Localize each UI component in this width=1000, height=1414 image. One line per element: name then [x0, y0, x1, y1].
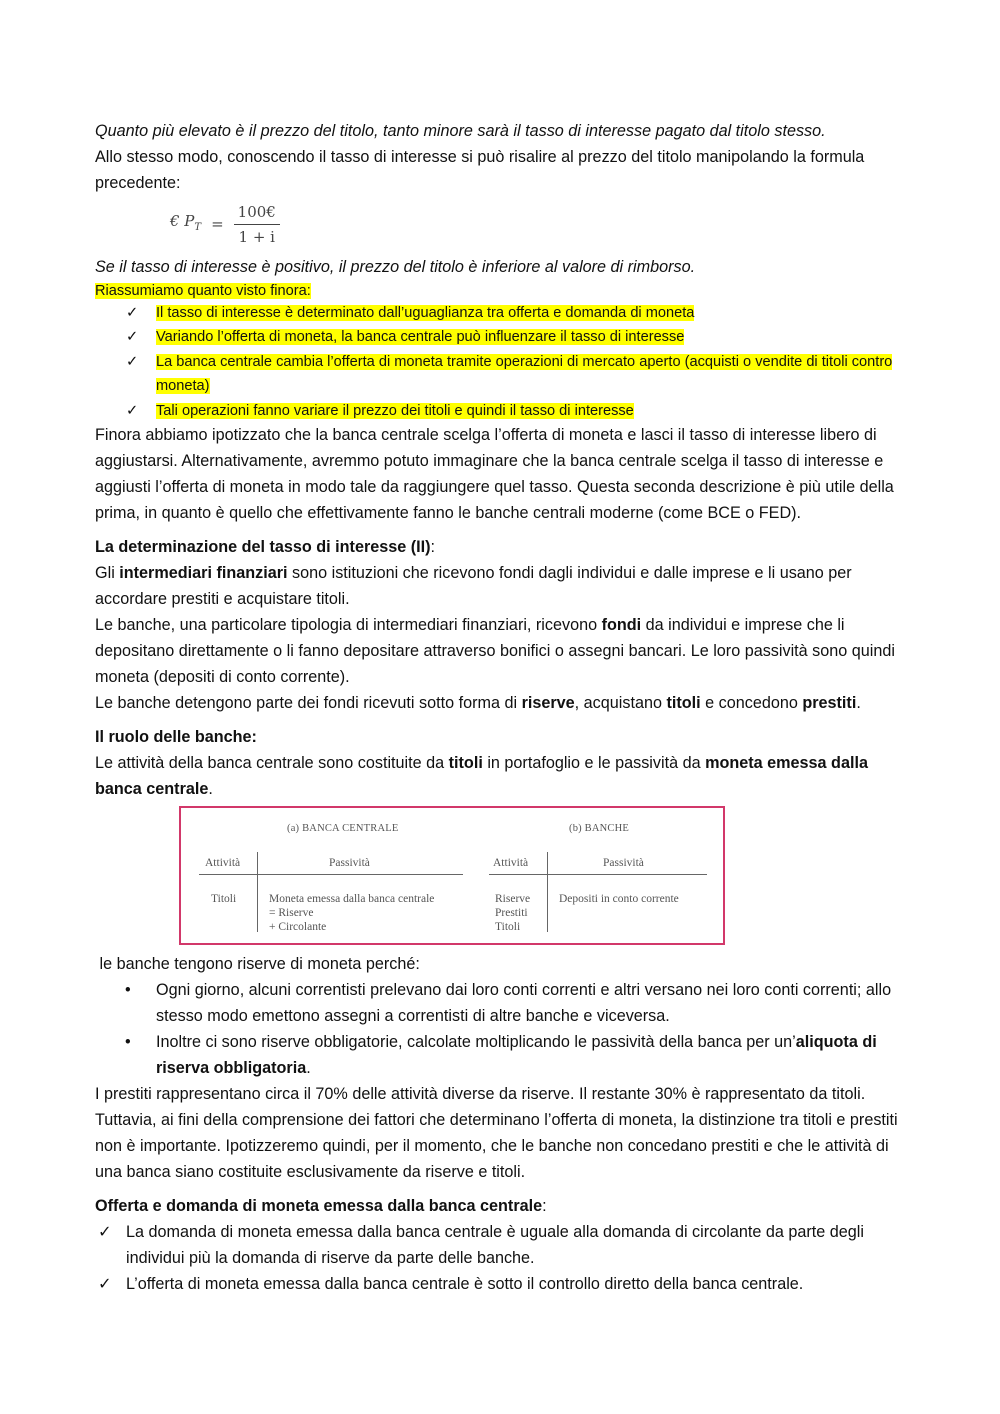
- list-item: ✓ Tali operazioni fanno variare il prezzo dei titoli e quindi il tasso di interesse: [95, 400, 905, 422]
- list-item: ✓ La banca centrale cambia l’offerta di moneta tramite operazioni di mercato aperto (acquisti o vendite di titoli contro moneta): [95, 350, 905, 398]
- formula-denominator: 1 + i: [238, 227, 275, 246]
- column-header-assets: Attività: [493, 857, 529, 869]
- balance-sheet-figure: [179, 806, 725, 945]
- document-page: [95, 118, 905, 1297]
- checkmark-icon: ✓: [98, 1275, 112, 1293]
- section-heading-role-of-banks: Il ruolo delle banche:: [95, 728, 257, 746]
- formula-fraction: [234, 202, 280, 247]
- formula-lhs: € $P_T$: [170, 211, 202, 233]
- formula-equals: =: [211, 215, 224, 233]
- paragraph-reserves-intro: le banche tengono riserve di moneta perché:: [95, 955, 420, 973]
- bullet-icon: •: [125, 1033, 131, 1051]
- liabilities-cell: Moneta emessa dalla banca centrale = Riserve + Circolante: [269, 893, 435, 933]
- liabilities-cell: Depositi in conto corrente: [559, 893, 679, 905]
- list-item: ✓ Variando l’offerta di moneta, la banca centrale può influenzare il tasso di interesse: [95, 326, 905, 348]
- paragraph-price-rate: Quanto più elevato è il prezzo del titolo, tanto minore sarà il tasso di interesse pagato dal titolo stesso.: [95, 122, 826, 140]
- section-heading-money-supply-demand: Offerta e domanda di moneta emessa dalla banca centrale:: [95, 1197, 547, 1215]
- column-header-assets: Attività: [205, 857, 241, 869]
- paragraph-central-bank-balance: Le attività della banca centrale sono costituite da titoli in portafoglio e le passività da moneta emessa dalla banca centrale.: [95, 754, 868, 798]
- bond-price-formula: [170, 200, 905, 248]
- column-divider: [547, 852, 548, 932]
- list-item: ✓ L’offerta di moneta emessa dalla banca centrale è sotto il controllo diretto della banca centrale.: [95, 1271, 905, 1297]
- checkmark-icon: ✓: [126, 403, 139, 419]
- paragraph-alternative: Finora abbiamo ipotizzato che la banca centrale scelga l’offerta di moneta e lasci il tasso di interesse libero di aggiustarsi. Alternativamente, avremmo potuto immaginare che la banca centrale scelga il tasso di interesse e aggiusti l’offerta di moneta in modo tale da raggiungere quel tasso. Questa seconda descrizione è più utile della prima, in quanto è quello che effettivamente fanno le banche centrali moderne (come BCE o FED).: [95, 426, 894, 522]
- paragraph-intermediaries: Gli intermediari finanziari sono istituzioni che ricevono fondi dagli individui e dalle imprese e li usano per accordare prestiti e acquistare titoli.: [95, 564, 852, 608]
- panel-title: (a) BANCA CENTRALE: [287, 823, 399, 834]
- summary-title: Riassumiamo quanto visto finora:: [95, 283, 311, 299]
- supply-demand-list: [95, 1219, 905, 1297]
- assets-cell: Titoli: [211, 893, 237, 905]
- list-item: • Ogni giorno, alcuni correntisti prelevano dai loro conti correnti e altri versano nei loro conti correnti; allo stesso modo emettono assegni a correntisti di altre banche e viceversa.: [95, 977, 905, 1029]
- summary-list: [95, 302, 905, 422]
- column-divider: [257, 852, 258, 932]
- reasons-list: [95, 977, 905, 1081]
- panel-title: (b) BANCHE: [569, 823, 630, 834]
- list-item: ✓ Il tasso di interesse è determinato dall’uguaglianza tra offerta e domanda di moneta: [95, 302, 905, 324]
- header-rule: [489, 874, 707, 875]
- paragraph-positive-rate: Se il tasso di interesse è positivo, il prezzo del titolo è inferiore al valore di rimborso.: [95, 258, 696, 276]
- checkmark-icon: ✓: [126, 354, 139, 370]
- list-item: • Inoltre ci sono riserve obbligatorie, calcolate moltiplicando le passività della banca per un’aliquota di riserva obbligatoria.: [95, 1029, 905, 1081]
- assets-cell: Riserve Prestiti Titoli: [495, 893, 531, 933]
- checkmark-icon: ✓: [126, 305, 139, 321]
- checkmark-icon: ✓: [126, 329, 139, 345]
- list-item: ✓ La domanda di moneta emessa dalla banca centrale è uguale alla domanda di circolante da parte degli individui più la domanda di riserve da parte delle banche.: [95, 1219, 905, 1271]
- checkmark-icon: ✓: [98, 1223, 112, 1241]
- paragraph-banks-funds: Le banche, una particolare tipologia di intermediari finanziari, ricevono fondi da individui e imprese che li depositano direttamente o li fanno depositare attraverso bonifici o assegni bancari. Le loro passività sono quindi moneta (depositi di conto corrente).: [95, 616, 895, 686]
- header-rule: [199, 874, 463, 875]
- bullet-icon: •: [125, 981, 131, 999]
- paragraph-formula-intro: Allo stesso modo, conoscendo il tasso di interesse si può risalire al prezzo del titolo manipolando la formula precedente:: [95, 148, 865, 192]
- formula-numerator: 100€: [234, 202, 280, 225]
- column-header-liabilities: Passività: [329, 857, 370, 869]
- column-header-liabilities: Passività: [603, 857, 644, 869]
- paragraph-banks-hold: Le banche detengono parte dei fondi ricevuti sotto forma di riserve, acquistano titoli e concedono prestiti.: [95, 694, 861, 712]
- paragraph-loans-share: I prestiti rappresentano circa il 70% delle attività diverse da riserve. Il restante 30% è rappresentato da titoli. Tuttavia, ai fini della comprensione dei fattori che determinano l’offerta di moneta, la distinzione tra titoli e prestiti non è importante. Ipotizzeremo quindi, per il momento, che le banche non concedano prestiti e che le attività di una banca siano costituite esclusivamente da riserve e titoli.: [95, 1085, 898, 1181]
- section-heading-interest-rate: La determinazione del tasso di interesse (II):: [95, 538, 436, 556]
